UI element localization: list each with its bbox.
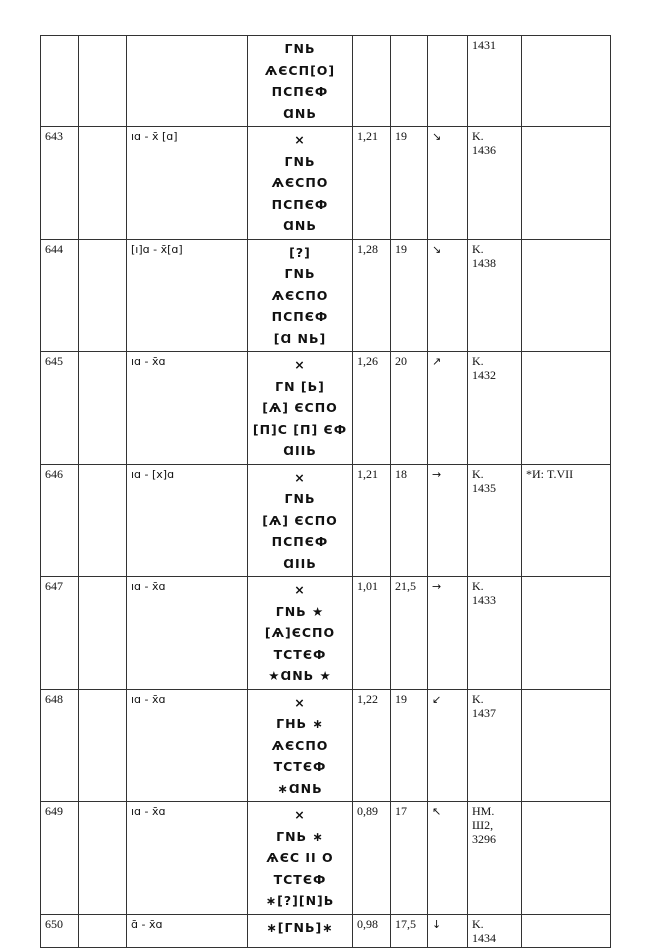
code-cell xyxy=(127,239,248,352)
reference-cell xyxy=(468,36,522,127)
weight-cell xyxy=(353,914,391,947)
catalog-number-cell xyxy=(41,239,79,352)
weight-text: 1,01 xyxy=(357,579,378,593)
empty-cell xyxy=(79,689,127,802)
legend-cell xyxy=(248,577,353,690)
weight-cell xyxy=(353,689,391,802)
diameter-text: 20 xyxy=(395,354,407,368)
catalog-number-cell xyxy=(41,802,79,915)
legend-line: ѦЄϹПО xyxy=(271,175,329,190)
catalog-number-cell xyxy=(41,577,79,690)
axis-text: ↘ xyxy=(432,130,442,143)
diameter-cell xyxy=(391,352,428,465)
note-cell xyxy=(522,352,611,465)
legend-line: ѦЄϹП[О] xyxy=(264,62,336,78)
code-text: ıɑ - [x]ɑ xyxy=(131,467,175,481)
weight-text: 1,28 xyxy=(357,241,378,256)
axis-text: ↖ xyxy=(432,805,442,818)
weight-cell xyxy=(353,127,391,240)
weight-text: 0,89 xyxy=(357,804,378,818)
legend-line: × xyxy=(294,807,306,822)
legend-line: ∗[ΓΝЬ]∗ xyxy=(266,919,334,935)
legend-cell xyxy=(248,689,353,802)
catalog-number-text: 647 xyxy=(45,579,63,593)
catalog-number-text: 649 xyxy=(45,804,63,818)
axis-cell xyxy=(428,802,468,915)
legend-cell xyxy=(248,802,353,915)
note-cell xyxy=(522,464,611,577)
note-cell xyxy=(522,802,611,915)
legend-line: [Ѧ] ЄϹПО xyxy=(262,512,338,528)
legend-line: ТϹТЄФ xyxy=(273,759,327,774)
legend-line: ПϹПЄФ xyxy=(271,84,329,99)
diameter-cell xyxy=(391,464,428,577)
legend-line: ⱭΙΙЬ xyxy=(283,443,317,458)
reference-cell xyxy=(468,802,522,915)
legend-line: [П]Ϲ [П] ЄФ xyxy=(252,421,348,437)
legend-line: × xyxy=(294,132,306,147)
legend-line: ПϹПЄФ xyxy=(271,309,329,324)
empty-cell xyxy=(79,127,127,240)
reference-text: K. 1434 xyxy=(472,916,496,945)
code-text: ıɑ - x̄ɑ xyxy=(131,805,166,818)
diameter-text: 19 xyxy=(395,241,407,256)
legend-cell xyxy=(248,352,353,465)
legend-line: [?] xyxy=(289,244,311,260)
reference-text: K. 1436 xyxy=(472,129,496,157)
legend-line: ΓΝ [Ь] xyxy=(275,378,325,394)
legend-line: ΓΝЬ xyxy=(284,153,316,169)
diameter-text: 19 xyxy=(395,129,407,143)
axis-text: ↓ xyxy=(432,917,442,931)
legend-cell xyxy=(248,239,353,352)
diameter-text: 18 xyxy=(395,466,407,481)
axis-cell xyxy=(428,36,468,127)
weight-cell xyxy=(353,36,391,127)
catalog-number-text: 648 xyxy=(45,691,63,706)
empty-cell xyxy=(79,914,127,947)
reference-text: НМ. Ш2, 3296 xyxy=(472,804,496,846)
note-cell xyxy=(522,577,611,690)
axis-cell xyxy=(428,689,468,802)
empty-cell xyxy=(79,464,127,577)
table-row xyxy=(41,464,611,577)
note-cell xyxy=(522,36,611,127)
code-text: [ı]ɑ - x̄[ɑ] xyxy=(131,242,183,256)
reference-text: 1431 xyxy=(472,38,496,52)
note-cell xyxy=(522,127,611,240)
reference-cell xyxy=(468,127,522,240)
legend-line: ΓΝЬ xyxy=(284,266,316,281)
code-cell xyxy=(127,689,248,802)
legend-cell xyxy=(248,127,353,240)
legend-line: [Ѧ]ЄϹПО xyxy=(264,625,336,640)
reference-cell xyxy=(468,352,522,465)
diameter-text: 17,5 xyxy=(395,916,416,931)
table-row xyxy=(41,689,611,802)
legend-line: ⱭΝЬ xyxy=(283,105,317,121)
code-cell xyxy=(127,577,248,690)
axis-cell xyxy=(428,239,468,352)
reference-cell xyxy=(468,689,522,802)
reference-cell xyxy=(468,239,522,352)
code-text: ıɑ - x̄ɑ xyxy=(131,692,166,706)
diameter-text: 19 xyxy=(395,691,407,706)
legend-line: ΓΝЬ ∗ xyxy=(276,828,324,844)
weight-text: 0,98 xyxy=(357,916,378,931)
axis-cell xyxy=(428,127,468,240)
table-row xyxy=(41,36,611,127)
diameter-cell xyxy=(391,689,428,802)
diameter-text: 21,5 xyxy=(395,579,416,593)
legend-line: ΓΝЬ ★ xyxy=(275,603,325,619)
diameter-cell xyxy=(391,239,428,352)
legend-line: [Ѧ] ЄϹПО xyxy=(262,400,338,415)
axis-text: ↙ xyxy=(432,692,442,706)
weight-text: 1,21 xyxy=(357,466,378,481)
table-row xyxy=(41,352,611,465)
code-cell xyxy=(127,36,248,127)
legend-line: ПϹПЄФ xyxy=(271,534,329,549)
legend-line: × xyxy=(294,469,306,485)
coin-catalog-table xyxy=(40,35,611,948)
reference-text: K. 1435 xyxy=(472,466,496,495)
reference-text: K. 1437 xyxy=(472,691,496,720)
legend-cell xyxy=(248,914,353,947)
axis-cell xyxy=(428,352,468,465)
catalog-number-cell xyxy=(41,352,79,465)
legend-line: ★ⱭΝЬ ★ xyxy=(268,668,332,683)
empty-cell xyxy=(79,36,127,127)
legend-line: ⱭΙΙЬ xyxy=(283,555,317,571)
axis-cell xyxy=(428,464,468,577)
catalog-number-cell xyxy=(41,914,79,947)
weight-text: 1,22 xyxy=(357,691,378,706)
catalog-number-cell xyxy=(41,689,79,802)
axis-text: ↘ xyxy=(432,242,442,256)
legend-line: ∗[?][Ν]Ь xyxy=(265,893,335,908)
legend-line: ⱭΝЬ xyxy=(283,218,317,233)
code-text: ıɑ - x̄ [ɑ] xyxy=(131,130,178,143)
legend-line: ΓΗЬ ∗ xyxy=(276,716,324,731)
diameter-cell xyxy=(391,802,428,915)
table-body xyxy=(41,36,611,948)
empty-cell xyxy=(79,352,127,465)
catalog-number-text: 644 xyxy=(45,241,63,256)
legend-line: × xyxy=(294,357,306,372)
catalog-number-cell xyxy=(41,36,79,127)
weight-text: 1,26 xyxy=(357,354,378,368)
legend-line: ΓΝЬ xyxy=(284,41,316,56)
axis-text: → xyxy=(432,580,442,593)
weight-cell xyxy=(353,352,391,465)
reference-cell xyxy=(468,577,522,690)
catalog-number-text: 645 xyxy=(45,354,63,368)
legend-line: × xyxy=(294,694,306,710)
table-row xyxy=(41,577,611,690)
weight-text: 1,21 xyxy=(357,129,378,143)
reference-text: K. 1432 xyxy=(472,354,496,382)
legend-line: ѦЄϹ ΙΙ О xyxy=(266,850,334,865)
note-cell xyxy=(522,239,611,352)
legend-line: ПϹПЄФ xyxy=(271,196,329,212)
legend-line: ТϹТЄФ xyxy=(273,646,327,662)
legend-line: ѦЄϹПО xyxy=(271,737,329,753)
code-text: ıɑ - x̄ɑ xyxy=(131,355,166,368)
code-cell xyxy=(127,127,248,240)
code-cell xyxy=(127,464,248,577)
table-row xyxy=(41,914,611,947)
catalog-number-text: 650 xyxy=(45,916,63,931)
diameter-cell xyxy=(391,36,428,127)
legend-cell xyxy=(248,464,353,577)
weight-cell xyxy=(353,802,391,915)
legend-line: [Ɑ ΝЬ] xyxy=(273,330,327,346)
legend-cell xyxy=(248,36,353,127)
code-text: ɑ̄ - x̄ɑ xyxy=(131,917,163,931)
empty-cell xyxy=(79,239,127,352)
axis-text: ↗ xyxy=(432,355,442,368)
code-cell xyxy=(127,914,248,947)
note-cell xyxy=(522,914,611,947)
reference-cell xyxy=(468,914,522,947)
diameter-cell xyxy=(391,127,428,240)
catalog-number-text: 643 xyxy=(45,129,63,143)
code-cell xyxy=(127,802,248,915)
weight-cell xyxy=(353,239,391,352)
weight-cell xyxy=(353,464,391,577)
table-row xyxy=(41,127,611,240)
legend-line: ТϹТЄФ xyxy=(273,871,327,887)
note-text: *И: T.VII xyxy=(526,466,574,481)
reference-cell xyxy=(468,464,522,577)
reference-text: K. 1438 xyxy=(472,241,496,270)
weight-cell xyxy=(353,577,391,690)
diameter-cell xyxy=(391,914,428,947)
empty-cell xyxy=(79,802,127,915)
empty-cell xyxy=(79,577,127,690)
legend-line: ѦЄϹПО xyxy=(271,287,329,303)
legend-line: ∗ⱭΝЬ xyxy=(277,780,323,796)
table-row xyxy=(41,239,611,352)
legend-line: × xyxy=(294,582,306,597)
axis-text: → xyxy=(432,467,442,481)
axis-cell xyxy=(428,577,468,690)
reference-text: K. 1433 xyxy=(472,579,496,607)
axis-cell xyxy=(428,914,468,947)
diameter-cell xyxy=(391,577,428,690)
table-row xyxy=(41,802,611,915)
catalog-number-cell xyxy=(41,464,79,577)
catalog-number-cell xyxy=(41,127,79,240)
code-cell xyxy=(127,352,248,465)
legend-line: ΓΝЬ xyxy=(284,491,316,506)
code-text: ıɑ - x̄ɑ xyxy=(131,580,166,593)
note-cell xyxy=(522,689,611,802)
catalog-number-text: 646 xyxy=(45,466,63,481)
diameter-text: 17 xyxy=(395,804,407,818)
